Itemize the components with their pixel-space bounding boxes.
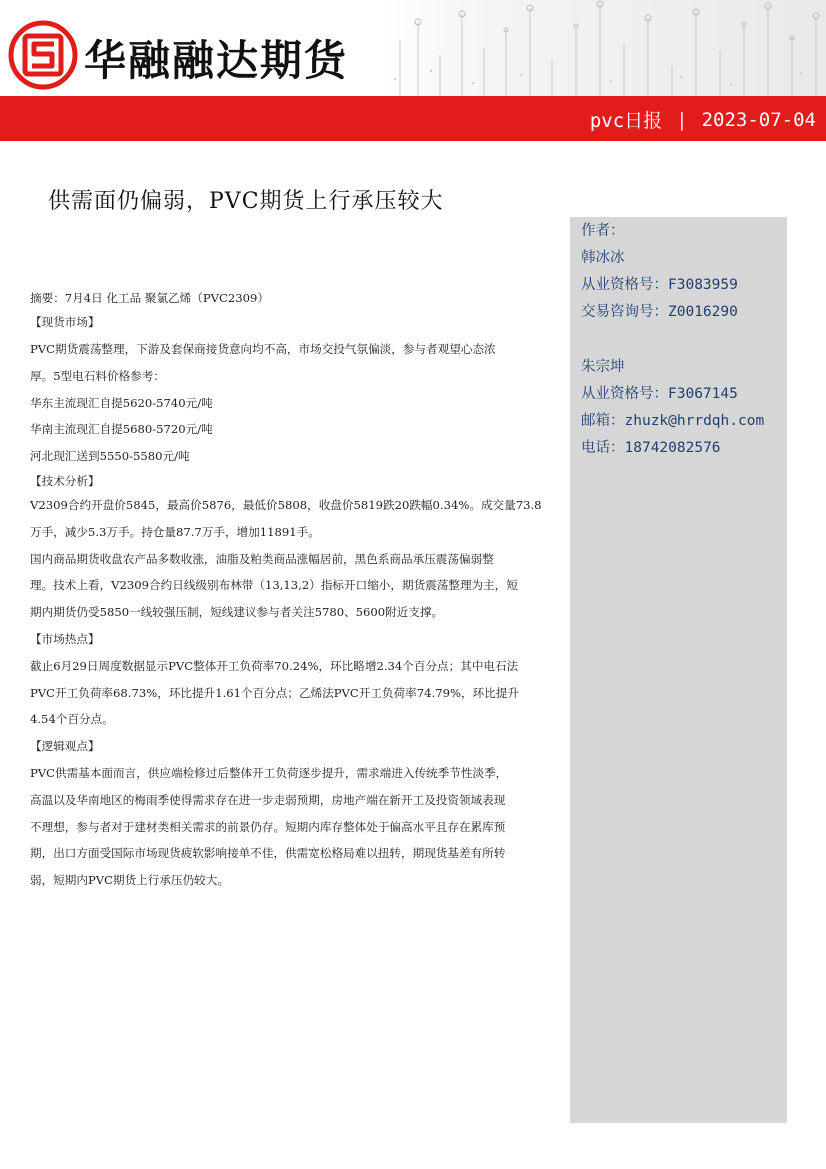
text-line: PVC供需基本面而言，供应端检修过后整体开工负荷逐步提升，需求端进入传统季节性淡季， <box>30 765 508 780</box>
author-license: 从业资格号：F3067145 <box>581 386 738 402</box>
author-license: 从业资格号：F3083959 <box>581 277 738 293</box>
author-name: 韩冰冰 <box>581 250 625 266</box>
report-meta <box>590 106 816 133</box>
author-block-1 <box>581 218 738 326</box>
text-line: 截止6月29日周度数据显示PVC整体开工负荷率70.24%，环比略增2.34个百分点；其中电石法 <box>30 658 519 673</box>
text-line: 弱，短期内PVC期货上行承压仍较大。 <box>30 873 229 888</box>
text-line: V2309合约开盘价5845，最高价5876，最低价5808，收盘价5819跌20跌幅0.34%。成交量73.8 <box>30 497 542 512</box>
text-line: 理。技术上看，V2309合约日线级别布林带（13,13,2）指标开口缩小，期货震荡整理为主，短 <box>30 578 518 593</box>
report-type: pvc日报 <box>589 110 663 132</box>
report-body <box>30 288 560 894</box>
logo-emblem-icon <box>8 20 78 90</box>
price-line: 河北现汇送到5550-5580元/吨 <box>30 449 190 464</box>
header-decorative-pattern <box>380 0 826 96</box>
report-date: 2023-07-04 <box>701 108 816 131</box>
text-line: PVC开工负荷率68.73%，环比提升1.61个百分点；乙烯法PVC开工负荷率74.79%，环比提升 <box>30 685 519 700</box>
author-sidebar <box>570 217 787 1123</box>
brand-name: 华融融达期货 <box>84 36 349 85</box>
text-line: 万手，减少5.3万手。持仓量87.7万手，增加11891手。 <box>30 524 320 539</box>
section-heading-technical: 【技术分析】 <box>30 473 100 488</box>
company-logo <box>8 16 378 100</box>
section-heading-spot: 【现货市场】 <box>30 315 100 329</box>
text-line: 国内商品期货收盘农产品多数收涨，油脂及粕类商品涨幅居前，黑色系商品承压震荡偏弱整 <box>30 551 494 566</box>
meta-separator: | <box>676 108 688 131</box>
text-line: 期内期货仍受5850一线较强压制，短线建议参与者关注5780、5600附近支撑。 <box>30 605 444 620</box>
price-line: 华东主流现汇自提5620-5740元/吨 <box>30 395 213 410</box>
section-heading-hotspot: 【市场热点】 <box>30 631 100 646</box>
author-consult-license: 交易咨询号：Z0016290 <box>581 304 738 320</box>
summary-line: 摘要：7月4日 化工品 聚氯乙烯（PVC2309） <box>30 291 269 305</box>
author-name: 朱宗坤 <box>581 359 625 375</box>
text-line: 期，出口方面受国际市场现货疲软影响接单不佳，供需宽松格局难以扭转，期现货基差有所转 <box>30 846 506 861</box>
price-line: 华南主流现汇自提5680-5720元/吨 <box>30 422 213 437</box>
author-block-2 <box>581 354 764 462</box>
text-line: PVC期货震荡整理，下游及套保商接货意向均不高，市场交投气氛偏淡，参与者观望心态浓 <box>30 342 496 356</box>
author-phone: 电话：18742082576 <box>581 440 721 456</box>
text-line: 厚。5型电石料价格参考： <box>30 368 165 383</box>
section-heading-logic: 【逻辑观点】 <box>30 739 100 754</box>
author-email[interactable]: 邮箱：zhuzk@hrrdqh.com <box>581 413 765 429</box>
text-line: 不理想，参与者对于建材类相关需求的前景仍存。短期内库存整体处于偏高水平且存在累库预 <box>30 819 506 834</box>
text-line: 4.54个百分点。 <box>30 712 114 727</box>
author-label: 作者： <box>581 223 625 239</box>
text-line: 高温以及华南地区的梅雨季使得需求存在进一步走弱预期，房地产端在新开工及投资领域表现 <box>30 792 506 807</box>
article-title: 供需面仍偏弱，PVC期货上行承压较大 <box>48 189 444 214</box>
